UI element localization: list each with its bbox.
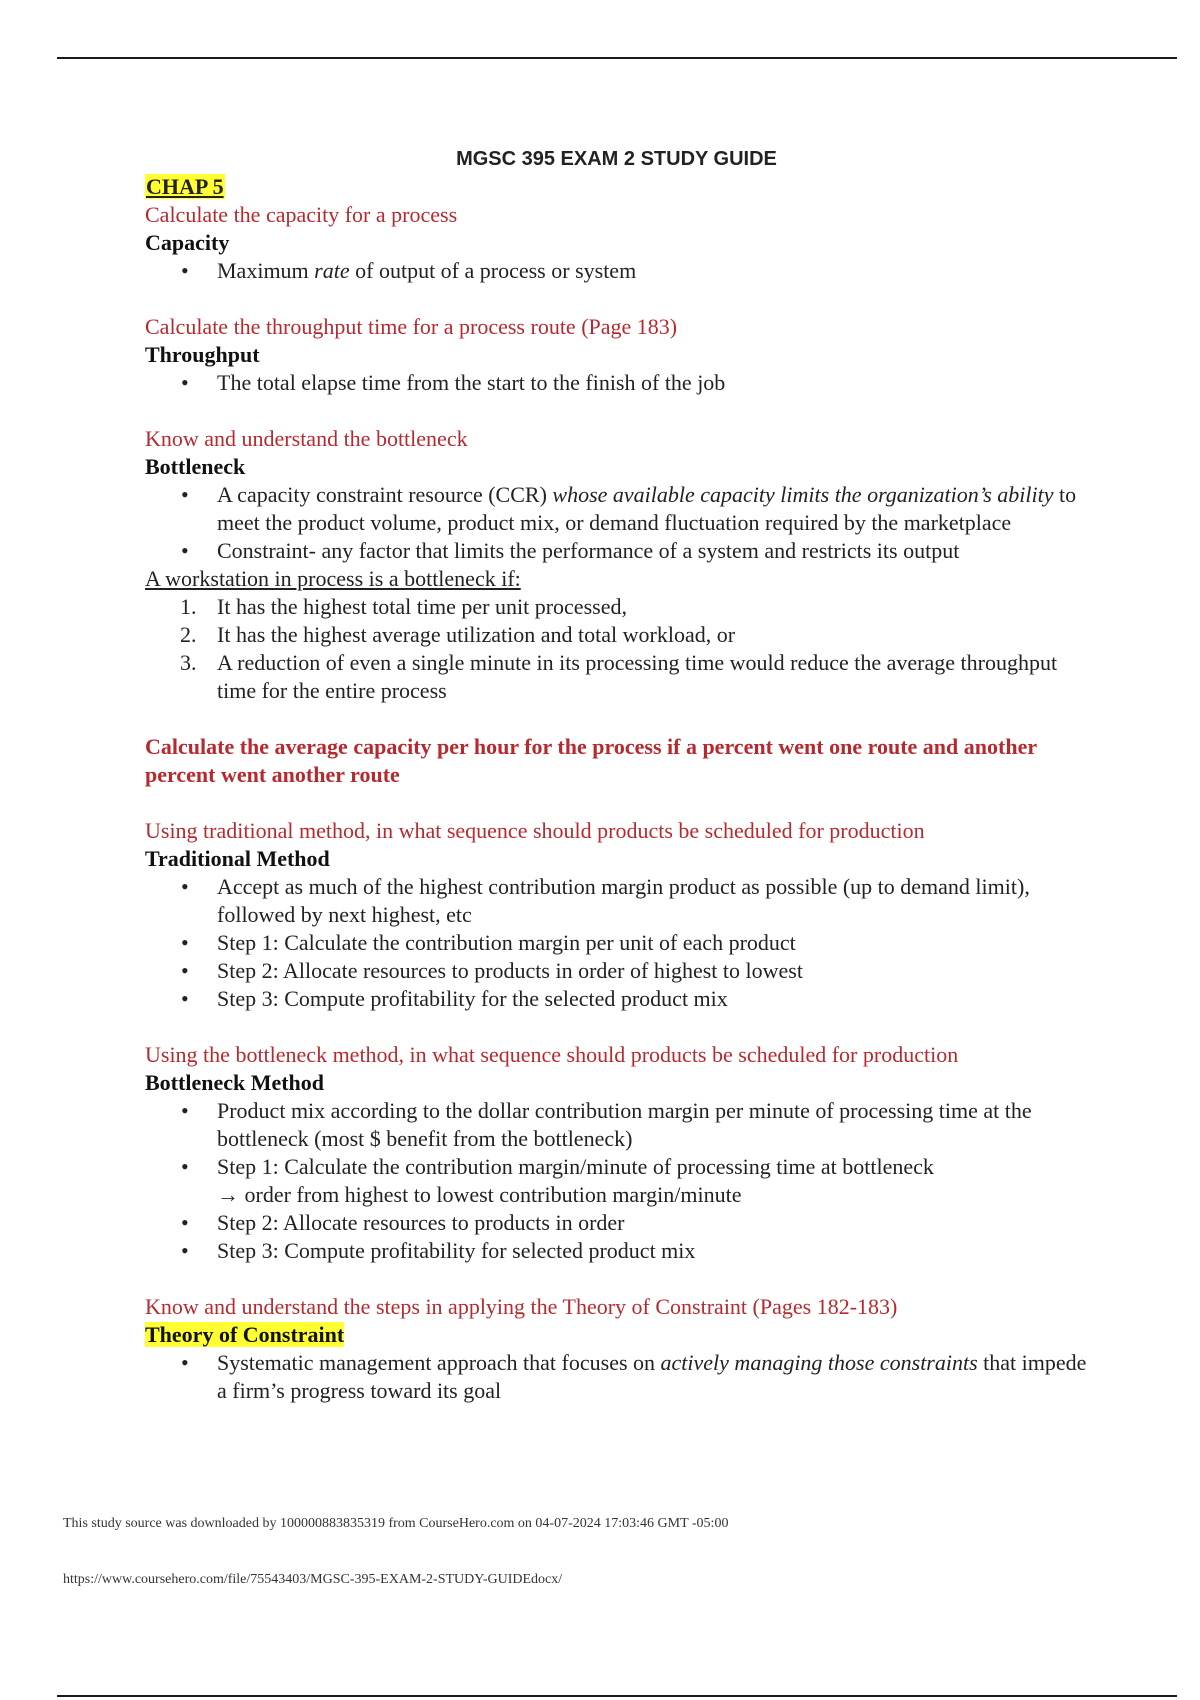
arrow-right-icon: → (217, 1182, 239, 1207)
traditional-bullets (145, 873, 1090, 1013)
list-number: 2. (180, 622, 197, 647)
list-item: • Step 2: Allocate resources to products in order (217, 1209, 1090, 1237)
list-item (180, 593, 1090, 621)
toc-term: Theory of Constraint (145, 1322, 345, 1347)
list-item: • Product mix according to the dollar contribution margin per minute of processing time at the bottleneck (most $ benefit from the bottleneck) (217, 1097, 1090, 1153)
list-item: • Step 3: Compute profitability for selected product mix (217, 1237, 1090, 1265)
list-item (217, 1349, 1090, 1405)
download-note: This study source was downloaded by 100000883835319 from CourseHero.com on 04-07-2024 17:03:46 GMT -05:00 (63, 1516, 729, 1531)
list-item: • Accept as much of the highest contribution margin product as possible (up to demand limit), followed by next highest, etc (217, 873, 1090, 929)
list-item (217, 257, 1090, 285)
list-number: 3. (180, 650, 197, 675)
average-capacity-question: Calculate the average capacity per hour for the process if a percent went one route and another percent went another route (145, 734, 1037, 787)
bottleneck-method-bullets (145, 1097, 1090, 1265)
bullet-text: A capacity constraint resource (CCR) (217, 482, 553, 507)
list-text: A reduction of even a single minute in its processing time would reduce the average throughput time for the entire process (217, 650, 1058, 703)
list-item (180, 649, 1090, 705)
bottleneck-method-question: Using the bottleneck method, in what sequence should products be scheduled for production (145, 1042, 959, 1067)
source-url: https://www.coursehero.com/file/75543403/MGSC-395-EXAM-2-STUDY-GUIDEdocx/ (63, 1572, 563, 1587)
list-item (217, 1153, 1090, 1209)
capacity-term: Capacity (145, 230, 230, 255)
bottleneck-method-term: Bottleneck Method (145, 1070, 325, 1095)
list-number: 1. (180, 594, 197, 619)
bullet-text: that impede a firm’s progress toward its goal (217, 1350, 1087, 1403)
throughput-question: Calculate the throughput time for a process route (Page 183) (145, 314, 678, 339)
list-text: It has the highest total time per unit processed, (217, 594, 627, 619)
list-text: It has the highest average utilization and total workload, or (217, 622, 736, 647)
bottom-rule (57, 1695, 1177, 1697)
bullet-emphasis: rate (314, 258, 350, 283)
toc-question: Know and understand the steps in applying the Theory of Constraint (Pages 182-183) (145, 1294, 898, 1319)
toc-bullets (145, 1349, 1090, 1405)
list-item: • The total elapse time from the start to the finish of the job (217, 369, 1090, 397)
list-item: • Step 2: Allocate resources to products in order of highest to lowest (217, 957, 1090, 985)
bottleneck-term: Bottleneck (145, 454, 246, 479)
bullet-text: to meet the product volume, product mix, or demand fluctuation required by the marketplace (217, 482, 1077, 535)
bullet-emphasis: actively managing those constraints (660, 1350, 978, 1375)
bottleneck-conditions-list (145, 593, 1090, 705)
list-item: • Step 3: Compute profitability for the selected product mix (217, 985, 1090, 1013)
bullet-text: of output of a process or system (349, 258, 637, 283)
top-rule (57, 57, 1177, 59)
capacity-question: Calculate the capacity for a process (145, 202, 458, 227)
throughput-term: Throughput (145, 342, 260, 367)
study-guide-document (145, 145, 1090, 1405)
list-item: • Constraint- any factor that limits the performance of a system and restricts its output (217, 537, 1090, 565)
bottleneck-bullets (145, 481, 1090, 565)
throughput-bullets (145, 369, 1090, 397)
traditional-term: Traditional Method (145, 846, 330, 871)
bullet-emphasis: whose available capacity limits the organization’s ability (552, 482, 1054, 507)
chapter-heading: CHAP 5 (146, 174, 224, 199)
bullet-text: Maximum (217, 258, 315, 283)
document-title: MGSC 395 EXAM 2 STUDY GUIDE (456, 148, 777, 170)
traditional-question: Using traditional method, in what sequence should products be scheduled for production (145, 818, 925, 843)
bullet-text: order from highest to lowest contribution margin/minute (239, 1182, 742, 1207)
bottleneck-condition: A workstation in process is a bottleneck if: (145, 566, 521, 591)
bullet-text: Step 1: Calculate the contribution margin/minute of processing time at bottleneck (217, 1154, 934, 1179)
capacity-bullets (145, 257, 1090, 285)
list-item: • Step 1: Calculate the contribution margin per unit of each product (217, 929, 1090, 957)
bottleneck-question: Know and understand the bottleneck (145, 426, 468, 451)
list-item (217, 481, 1090, 537)
bullet-text: Systematic management approach that focuses on (217, 1350, 661, 1375)
list-item (180, 621, 1090, 649)
